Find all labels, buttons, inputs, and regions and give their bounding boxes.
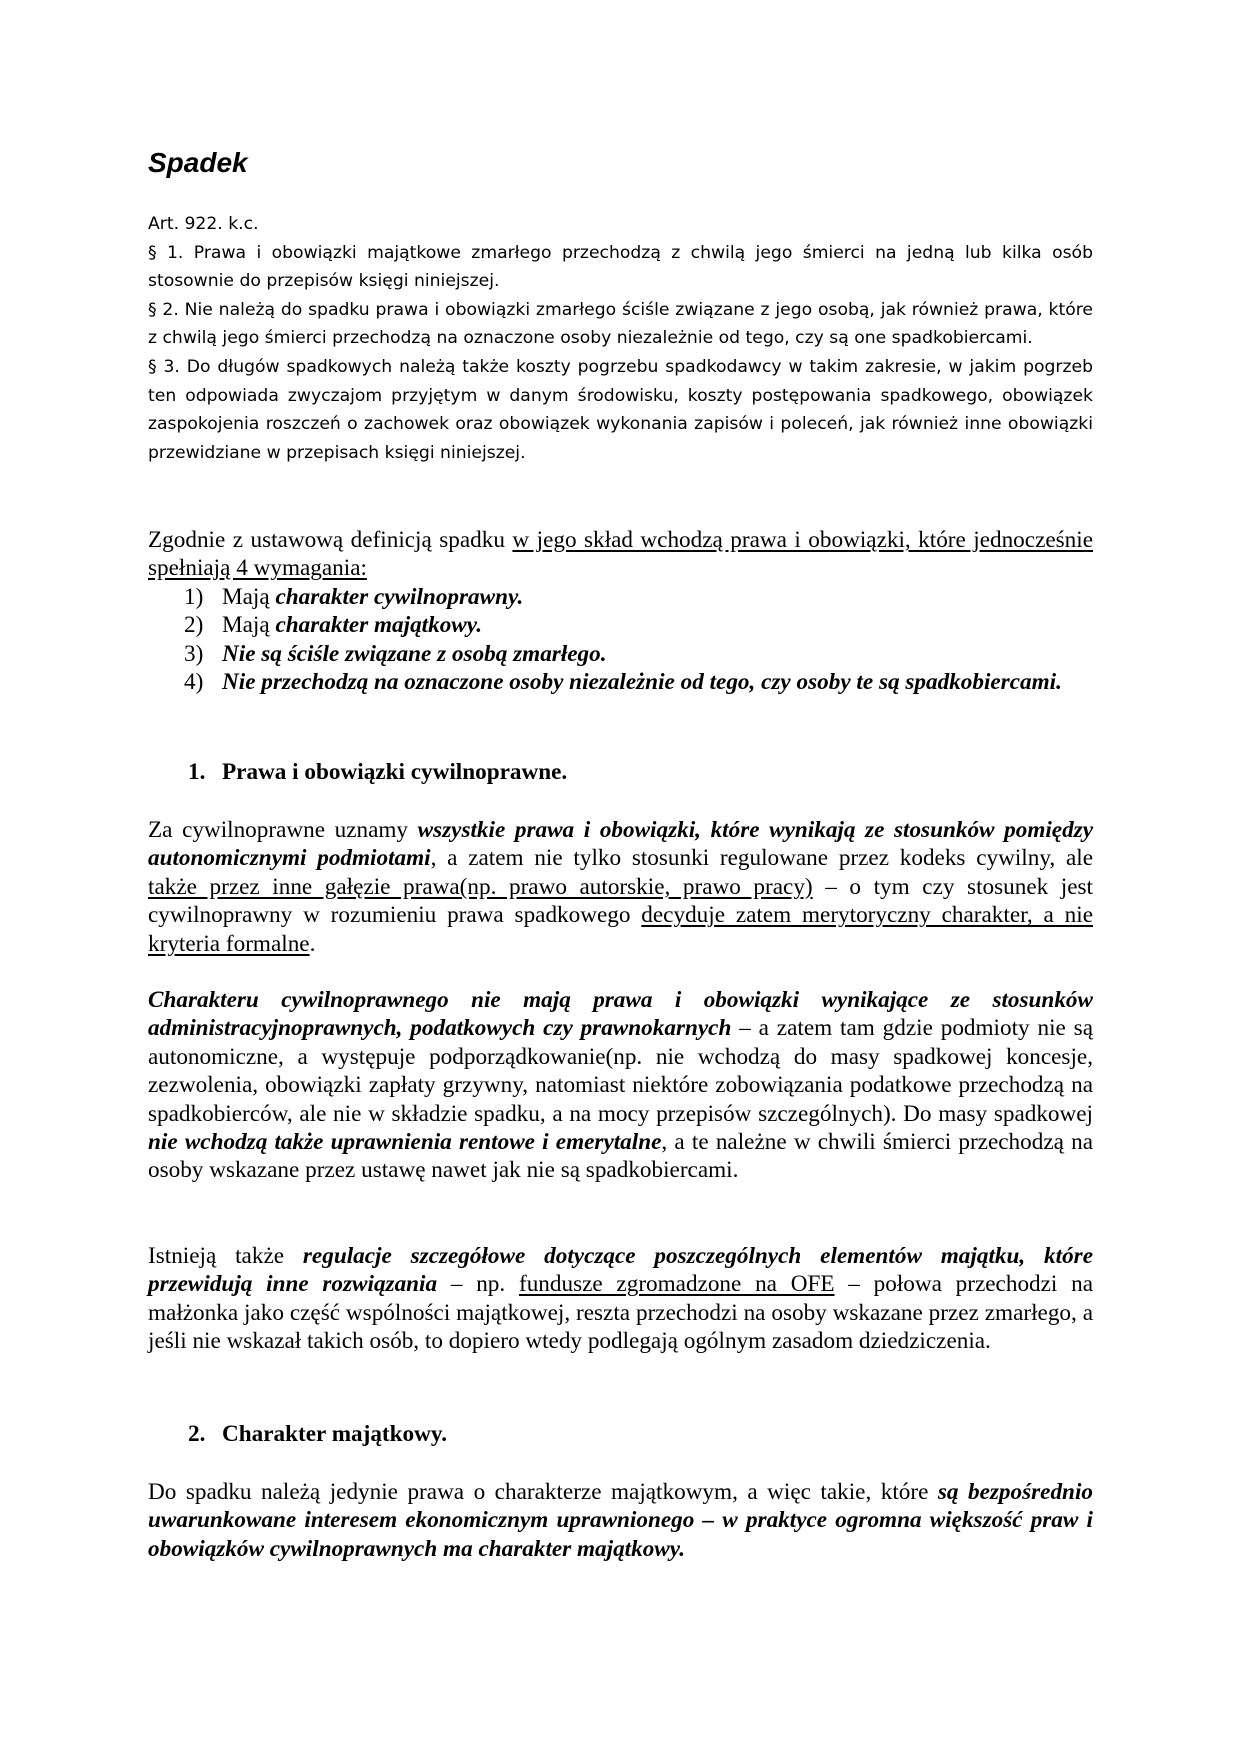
requirement-item: 4) Nie przechodzą na oznaczone osoby niezależnie od tego, czy osoby te są spadkobiercami. xyxy=(184,669,1062,696)
requirements-list xyxy=(148,583,1093,697)
intro-underlined-text: w jego skład wchodzą prawa i obowiązki, które jednocześnie spełniają 4 wymagania: xyxy=(148,527,1094,582)
requirement-item: 3) Nie są ściśle związane z osobą zmarłego. xyxy=(184,640,607,667)
article-heading: Art. 922. k.c. xyxy=(148,214,259,234)
intro-text: Zgodnie z ustawową definicją spadku xyxy=(148,527,513,553)
section-1-paragraph-3: Istnieją także regulacje szczegółowe dotyczące poszczególnych elementów majątku, które przewidują inne rozwiązania – np. fundusze zgromadzone na OFE – połowa przechodzi na małżonka jako część wspólności majątkowej, reszta przechodzi na osoby wskazane przez zmarłego, a jeśli nie wskazał takich osób, to dopiero wtedy podlegają ogólnym zasadom dziedziczenia. xyxy=(148,1243,1094,1355)
document-title: Spadek xyxy=(148,147,248,178)
intro-paragraph xyxy=(148,526,1093,583)
section-1-heading: 1. Prawa i obowiązki cywilnoprawne. xyxy=(188,759,568,785)
article-paragraph-2: § 2. Nie należą do spadku prawa i obowiązki zmarłego ściśle związane z jego osobą, jak również prawa, które z chwilą jego śmierci przechodzą na oznaczone osoby niezależnie od tego, czy są one spadkobiercami. xyxy=(148,299,1093,349)
section-1-paragraph-2: Charakteru cywilnoprawnego nie mają prawa i obowiązki wynikające ze stosunków administracyjnoprawnych, podatkowych czy prawnokarnych – a zatem tam gdzie podmioty nie są autonomiczne, a występuje podporządkowanie(np. nie wchodzą do masy spadkowej koncesje, zezwolenia, obowiązki zapłaty grzywny, natomiast niektóre zobowiązania podatkowe przechodzą na spadkobierców, ale nie w składzie spadku, a na mocy przepisów szczególnych). Do masy spadkowej nie wchodzą także uprawnienia rentowe i emerytalne, a te należne w chwili śmierci przechodzą na osoby wskazane przez ustawę nawet jak nie są spadkobiercami. xyxy=(148,987,1093,1184)
section-2-heading: 2. Charakter majątkowy. xyxy=(188,1421,447,1447)
section-1-paragraph-1: Za cywilnoprawne uznamy wszystkie prawa i obowiązki, które wynikają ze stosunków pomiędzy autonomicznymi podmiotami, a zatem nie tylko stosunki regulowane przez kodeks cywilny, ale także przez inne gałęzie prawa(np. prawo autorskie, prawo pracy) – o tym czy stosunek jest cywilnoprawny w rozumieniu prawa spadkowego decyduje zatem merytoryczny charakter, a nie kryteria formalne. xyxy=(148,817,1094,957)
definition-intro xyxy=(148,526,1093,696)
requirement-item: 1) Mają charakter cywilnoprawny. xyxy=(184,583,524,610)
section-2-paragraph-1: Do spadku należą jedynie prawa o charakterze majątkowym, a więc takie, które są bezpośrednio uwarunkowane interesem ekonomicznym uprawnionego – w praktyce ogromna większość praw i obowiązków cywilnoprawnych ma charakter majątkowy. xyxy=(148,1479,1093,1562)
article-922-quote xyxy=(148,210,1093,467)
article-paragraph-1: § 1. Prawa i obowiązki majątkowe zmarłego przechodzą z chwilą jego śmierci na jedną lub kilka osób stosownie do przepisów księgi niniejszej. xyxy=(148,242,1093,292)
requirement-item: 2) Mają charakter majątkowy. xyxy=(184,612,482,639)
article-paragraph-3: § 3. Do długów spadkowych należą także koszty pogrzebu spadkodawcy w takim zakresie, w jakim pogrzeb ten odpowiada zwyczajom przyjętym w danym środowisku, koszty postępowania spadkowego, obowiązek zaspokojenia roszczeń o zachowek oraz obowiązek wykonania zapisów i poleceń, jak również inne obowiązki przewidziane w przepisach księgi niniejszej. xyxy=(148,356,1093,463)
